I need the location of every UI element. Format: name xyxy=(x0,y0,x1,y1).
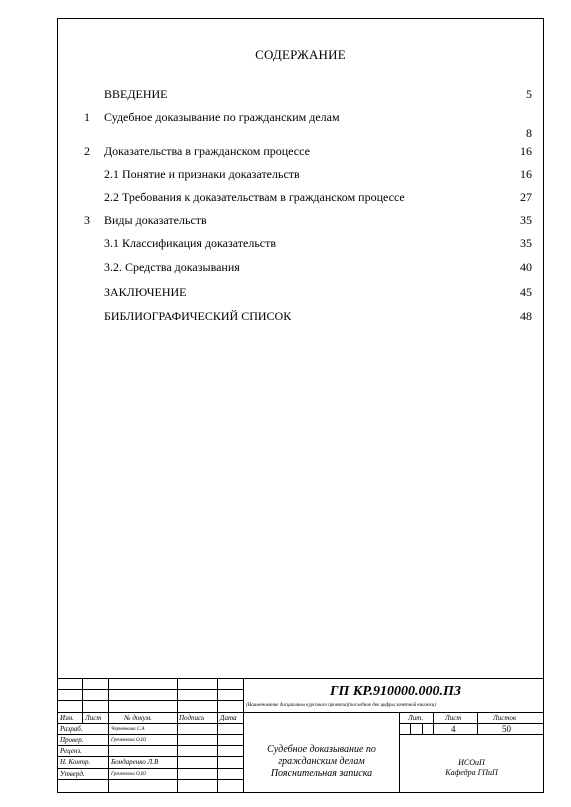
title-block xyxy=(58,678,543,792)
toc-item-label: Виды доказательств xyxy=(104,213,207,227)
toc-item-label: БИБЛИОГРАФИЧЕСКИЙ СПИСОК xyxy=(104,309,292,323)
col-list-label: Лист xyxy=(85,714,102,722)
work-title-line: гражданским делам xyxy=(278,756,365,767)
document-code: ГП КР.910000.000.ПЗ xyxy=(330,684,462,699)
toc-item-number: 2 xyxy=(84,144,90,158)
toc-item-page: 8 xyxy=(526,126,532,140)
page-frame xyxy=(57,18,544,793)
toc-item-label: 3.2. Средства доказывания xyxy=(104,260,240,274)
nkontr-name: Бондаренко Л.В xyxy=(111,758,159,766)
toc-item-label: 2.1 Понятие и признаки доказательств xyxy=(104,167,300,181)
utverd-name: Греченкова О.Ю xyxy=(111,772,146,777)
organization xyxy=(400,758,543,778)
lit-label: Лит. xyxy=(408,714,424,722)
work-title-line: Пояснительная записка xyxy=(270,768,373,779)
toc-item-label: ВВЕДЕНИЕ xyxy=(104,87,168,101)
razrab-name: Черненкова С.А xyxy=(111,727,145,732)
toc-item-number: 1 xyxy=(84,110,90,124)
sheets-label: Листов xyxy=(493,714,516,722)
role-nkontr: Н. Контр. xyxy=(60,758,91,766)
toc-item-label: 3.1 Классификация доказательств xyxy=(104,236,277,250)
toc-item-label: Судебное доказывание по гражданским делам xyxy=(104,110,340,124)
role-prover: Провер. xyxy=(60,736,84,744)
col-doc-no-label: № докум. xyxy=(124,714,152,722)
toc-item-page: 16 xyxy=(520,167,532,181)
toc-item-label: ЗАКЛЮЧЕНИЕ xyxy=(104,285,187,299)
toc-item-page: 48 xyxy=(520,309,532,323)
toc-item-label: Доказательства в гражданском процессе xyxy=(104,144,310,158)
toc-item-page: 40 xyxy=(520,260,532,274)
organization-line: ИСОиП xyxy=(458,758,485,767)
work-title xyxy=(244,744,399,780)
toc-title: СОДЕРЖАНИЕ xyxy=(255,47,346,62)
toc-item-page: 45 xyxy=(520,285,532,299)
organization-line: Кафедра ГПиП xyxy=(445,768,498,777)
col-sign-label: Подпись xyxy=(179,714,205,722)
toc-item-page: 27 xyxy=(520,190,532,204)
col-date-label: Дата xyxy=(220,714,237,722)
col-izm-label: Изм. xyxy=(60,714,74,722)
toc-item-page: 35 xyxy=(520,236,532,250)
role-recenz: Реценз. xyxy=(60,747,82,755)
sheet-label: Лист xyxy=(445,714,462,722)
prover-name: Греченкова О.Ю xyxy=(111,738,146,743)
sheet-number: 4 xyxy=(451,724,456,734)
toc-item-label: 2.2 Требования к доказательствам в гражданском процессе xyxy=(104,190,405,204)
toc-item-number: 3 xyxy=(84,213,90,227)
sheets-count: 50 xyxy=(502,724,511,734)
document-code-note: (Наименование дисциплины курсового проекта)(последние две цифры зачетной книжки) xyxy=(246,703,436,708)
toc-item-page: 35 xyxy=(520,213,532,227)
toc-item-page: 16 xyxy=(520,144,532,158)
work-title-line: Судебное доказывание по xyxy=(267,744,376,755)
role-razrab: Разраб. xyxy=(60,725,83,733)
role-utverd: Утверд. xyxy=(60,770,85,778)
toc-item-page: 5 xyxy=(526,87,532,101)
